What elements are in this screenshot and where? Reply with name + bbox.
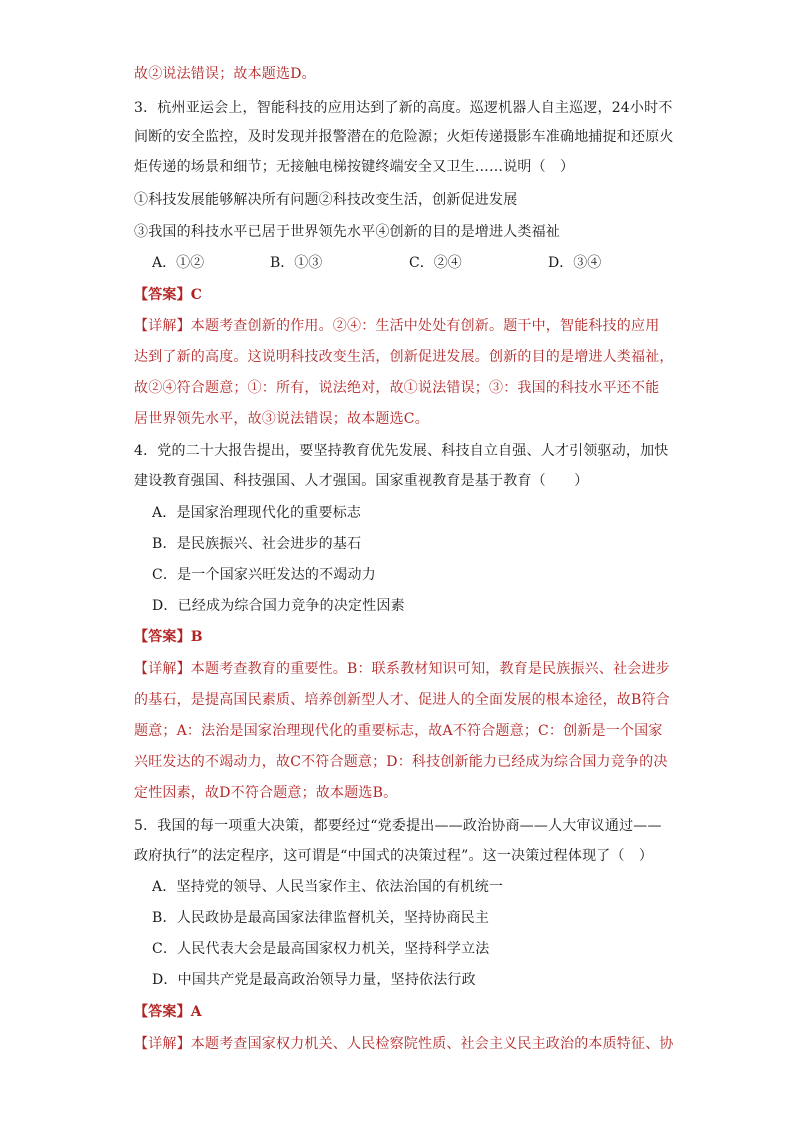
q3-stem-line-3: 炬传递的场景和细节；无接触电梯按键终端安全又卫生……说明（ ）	[134, 159, 575, 175]
q3-choice-b: B．①③	[270, 255, 323, 271]
q4-stem-line-2: 建设教育强国、科技强国、人才强国。国家重视教育是基于教育（ ）	[134, 473, 589, 489]
q5-detail-line-1: 【详解】本题考查国家权力机关、人民检察院性质、社会主义民主政治的本质特征、协	[134, 1036, 674, 1052]
q3-choice-a: A．①②	[152, 255, 205, 271]
q4-choice-b: B．是民族振兴、社会进步的基石	[152, 536, 362, 552]
q3-choice-c: C．②④	[409, 255, 462, 271]
q5-answer: 【答案】A	[134, 1004, 202, 1020]
q3-detail-line-1: 【详解】本题考查创新的作用。②④：生活中处处有创新。题干中，智能科技的应用	[134, 318, 660, 334]
prev-answer-tail: 故②说法错误；故本题选D。	[134, 66, 316, 82]
q4-detail-line-4: 兴旺发达的不竭动力，故C不符合题意；D：科技创新能力已经成为综合国力竞争的决	[134, 754, 668, 770]
q3-detail-line-3: 故②④符合题意；①：所有，说法绝对，故①说法错误；③：我国的科技水平还不能	[134, 380, 660, 396]
q3-stem-line-2: 间断的安全监控，及时发现并报警潜在的危险源；火炬传递摄影车准确地捕捉和还原火	[134, 129, 674, 145]
q4-answer: 【答案】B	[134, 629, 203, 645]
q4-detail-line-2: 的基石，是提高国民素质、培养创新型人才、促进人的全面发展的根本途径，故B符合	[134, 692, 670, 708]
q4-detail-line-3: 题意；A：法治是国家治理现代化的重要标志，故A不符合题意；C：创新是一个国家	[134, 723, 663, 739]
q5-choice-a: A．坚持党的领导、人民当家作主、依法治国的有机统一	[152, 879, 504, 895]
q5-stem-line-1: 5．我国的每一项重大决策，都要经过“党委提出——政治协商——人大审议通过——	[134, 818, 662, 834]
q3-detail-line-2: 达到了新的高度。这说明科技改变生活，创新促进发展。创新的目的是增进人类福祉，	[134, 349, 674, 365]
q4-choice-d: D．已经成为综合国力竞争的决定性因素	[152, 598, 405, 614]
q3-statement-1: ①科技发展能够解决所有问题②科技改变生活，创新促进发展	[134, 192, 518, 208]
q4-choice-c: C．是一个国家兴旺发达的不竭动力	[152, 567, 376, 583]
q5-stem-line-2: 政府执行”的法定程序，这可谓是“中国式的决策过程”。这一决策过程体现了（ ）	[134, 848, 654, 864]
q5-choice-b: B．人民政协是最高国家法律监督机关，坚持协商民主	[152, 910, 490, 926]
q3-statement-2: ③我国的科技水平已居于世界领先水平④创新的目的是增进人类福祉	[134, 224, 560, 240]
q4-detail-line-1: 【详解】本题考查教育的重要性。B：联系教材知识可知，教育是民族振兴、社会进步	[134, 661, 670, 677]
q5-choice-c: C．人民代表大会是最高国家权力机关，坚持科学立法	[152, 941, 490, 957]
q3-stem-line-1: 3．杭州亚运会上，智能科技的应用达到了新的高度。巡逻机器人自主巡逻，24小时不	[134, 100, 673, 116]
q4-detail-line-5: 定性因素，故D不符合题意；故本题选B。	[134, 785, 398, 801]
q4-stem-line-1: 4．党的二十大报告提出，要坚持教育优先发展、科技自立自强、人才引领驱动，加快	[134, 443, 669, 459]
q3-detail-line-4: 居世界领先水平，故③说法错误；故本题选C。	[134, 411, 429, 427]
q4-choice-a: A．是国家治理现代化的重要标志	[152, 505, 362, 521]
q3-answer: 【答案】C	[134, 287, 203, 303]
q3-choice-d: D．③④	[548, 255, 602, 271]
q5-choice-d: D．中国共产党是最高政治领导力量，坚持依法行政	[152, 972, 476, 988]
